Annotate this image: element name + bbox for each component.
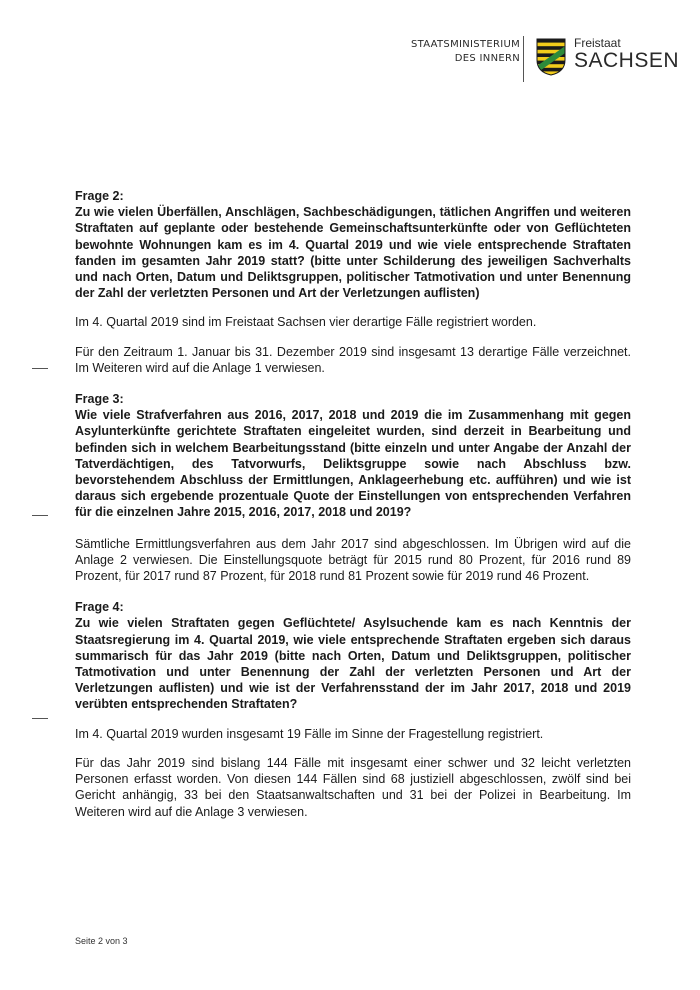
- state-line-1: Freistaat: [574, 36, 621, 50]
- frage-4-question: Zu wie vielen Straftaten gegen Geflüchtete/ Asylsuchende kam es nach Kenntnis der Staatsregierung im 4. Quartal 2019, wie viele entsprechende Straftaten ergeben sich daraus summarisch für das Jahr 2019 (bitte nach Orten, Datum und Deliktsgruppen, politischer Tatmotivation und unter Benennung der Zahl der verletzten Personen und Art der Verletzungen auflisten) und wie ist der Verfahrensstand der im Jahr 2017, 2018 und 2019 verübten entsprechenden Straftaten?: [75, 616, 631, 712]
- ministry-name: [411, 38, 520, 66]
- frage-4-answer-1: Im 4. Quartal 2019 wurden insgesamt 19 Fälle im Sinne der Fragestellung registriert.: [75, 726, 544, 741]
- frage-4-label: Frage 4:: [75, 600, 124, 615]
- frage-3-label: Frage 3:: [75, 392, 124, 407]
- frage-2-question: Zu wie vielen Überfällen, Anschlägen, Sachbeschädigungen, tätlichen Angriffen und weiteren Straftaten auf geplante oder bestehende Gemeinschaftsunterkünfte oder von Geflüchteten bewohnte Wohnungen kam es im 4. Quartal 2019 und wie viele entsprechende Straftaten fanden im gesamten Jahr 2019 statt? (bitte unter Schilderung des jeweiligen Sachverhalts und nach Orten, Datum und Deliktsgruppen, politischer Tatmotivation und unter Benennung der Zahl der verletzten Personen und Art der Verletzungen auflisten): [75, 205, 631, 301]
- margin-mark: [32, 368, 48, 369]
- frage-3-answer-1: Sämtliche Ermittlungsverfahren aus dem Jahr 2017 sind abgeschlossen. Im Übrigen wird auf die Anlage 2 verwiesen. Die Einstellungsquote beträgt für 2015 rund 80 Prozent, für 2016 rund 89 Prozent, für 2017 rund 87 Prozent, für 2018 rund 81 Prozent sowie für 2019 rund 46 Prozent.: [75, 536, 631, 584]
- ministry-line-2: DES INNERN: [454, 53, 520, 64]
- margin-mark: [32, 718, 48, 719]
- header-divider: [523, 36, 524, 82]
- state-wordmark: [574, 36, 679, 72]
- margin-mark: [32, 515, 48, 516]
- frage-3-question: Wie viele Strafverfahren aus 2016, 2017, 2018 und 2019 die im Zusammenhang mit gegen Asylunterkünfte gerichtete Straftaten eingeleitet wurden, sind derzeit in Bearbeitung und befinden sich in welchem Bearbeitungsstand (bitte einzeln und unter Angabe der Anzahl der Tatverdächtigen, des Tatvorwurfs, Deliktsgruppe sowie nach Abschluss bzw. bevorstehendem Abschluss der Ermittlungen, Anklageerhebung etc. aufführen) und wie ist daraus sich ergebende prozentuale Quote der Einstellungen von entsprechenden Verfahren für die einzelnen Jahre 2015, 2016, 2017, 2018 und 2019?: [75, 408, 631, 520]
- frage-2-answer-1: Im 4. Quartal 2019 sind im Freistaat Sachsen vier derartige Fälle registriert worden.: [75, 315, 537, 330]
- page-number: Seite 2 von 3: [75, 936, 128, 946]
- frage-2-label: Frage 2:: [75, 189, 124, 203]
- state-line-2: SACHSEN: [574, 49, 680, 72]
- document-body: [75, 188, 631, 820]
- ministry-line-1: STAATSMINISTERIUM: [410, 39, 520, 50]
- frage-4-answer-2: Für das Jahr 2019 sind bislang 144 Fälle mit insgesamt einer schwer und 32 leicht verletzten Personen erfasst worden. Von diesen 144 Fällen sind 68 justiziell abgeschlossen, zwölf sind bei Gericht anhängig, 33 bei den Staatsanwaltschaften und 31 bei der Polizei in Bearbeitung. Im Weiteren wird auf die Anlage 3 verwiesen.: [75, 755, 631, 819]
- saxony-coat-of-arms-icon: [536, 38, 566, 76]
- frage-2-answer-2: Für den Zeitraum 1. Januar bis 31. Dezember 2019 sind insgesamt 13 derartige Fälle verzeichnet. Im Weiteren wird auf die Anlage 1 verwiesen.: [75, 344, 631, 375]
